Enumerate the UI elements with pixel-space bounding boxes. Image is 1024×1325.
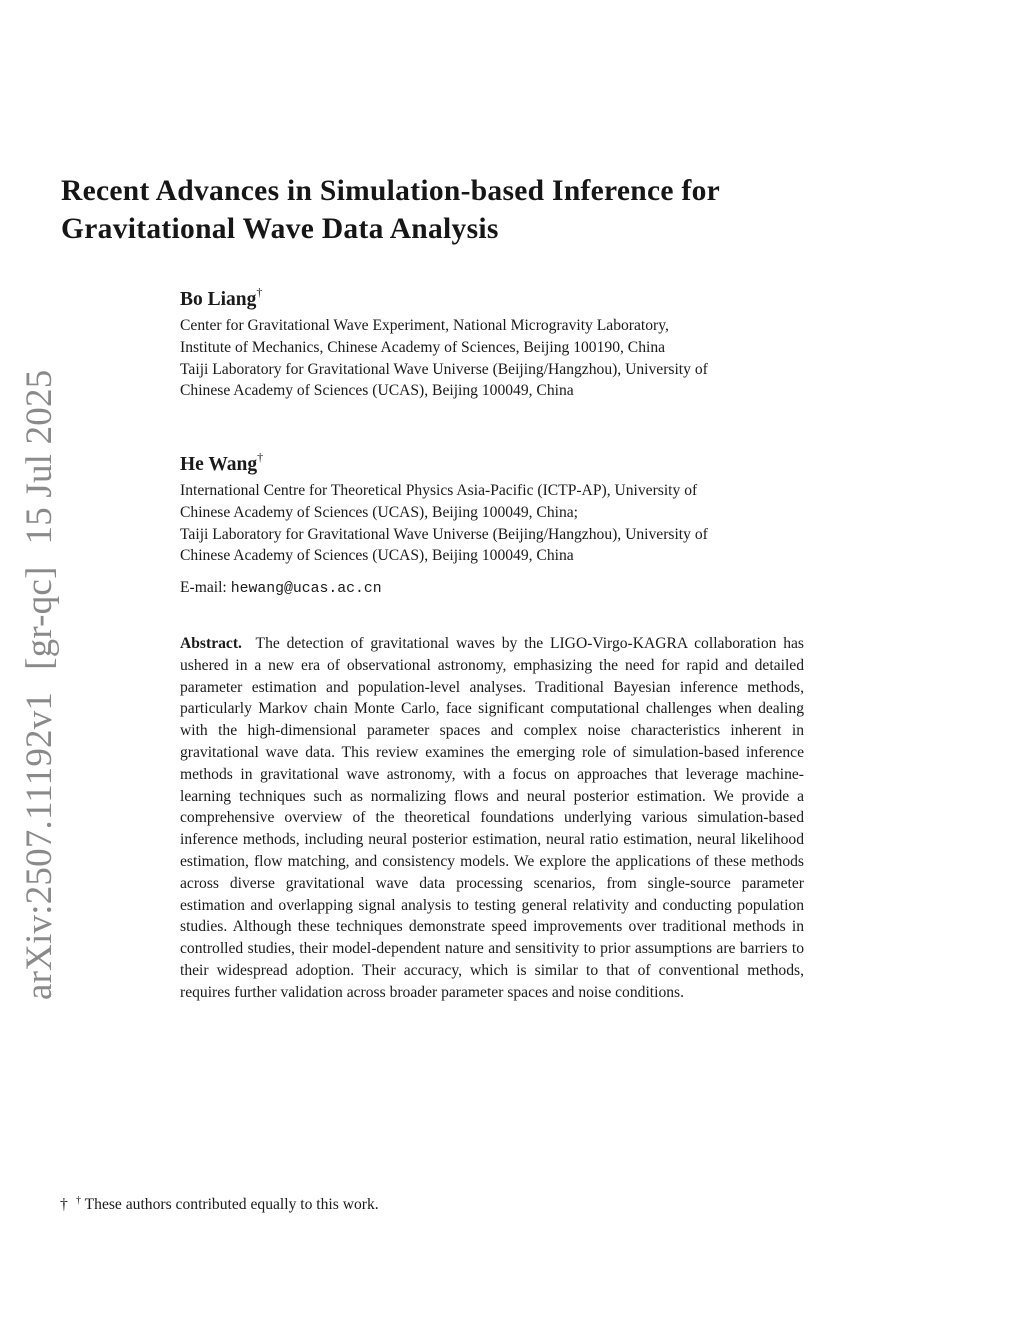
affiliation-line: Chinese Academy of Sciences (UCAS), Beijing 100049, China; xyxy=(180,503,579,521)
author-affiliation-1 xyxy=(180,315,820,402)
email-label: E-mail: xyxy=(180,579,227,597)
paper-title xyxy=(61,172,921,248)
affiliation-line: Taiji Laboratory for Gravitational Wave Universe (Beijing/Hangzhou), University of xyxy=(180,360,708,378)
author-affiliation-2 xyxy=(180,480,820,567)
abstract-text: The detection of gravitational waves by the LIGO-Virgo-KAGRA collaboration has ushered in a new era of observational astronomy, emphasizing the need for rapid and detailed parameter estimation and population-level analyses. Traditional Bayesian inference methods, particularly Markov chain Monte Carlo, face significant computational challenges when dealing with the high-dimensional parameter spaces and complex noise characteristics inherent in gravitational wave data. This review examines the emerging role of simulation-based inference methods in gravitational wave astronomy, with a focus on approaches that leverage machine-learning techniques such as normalizing flows and neural posterior estimation. We provide a comprehensive overview of the theoretical foundations underlying various simulation-based inference methods, including neural posterior estimation, neural ratio estimation, neural likelihood estimation, flow matching, and consistency models. We explore the applications of these methods across diverse gravitational wave data processing scenarios, from single-source parameter estimation and overlapping signal analysis to testing general relativity and conducting population studies. Although these techniques demonstrate speed improvements over traditional methods in controlled studies, their model-dependent nature and sensitivity to prior assumptions are barriers to their widespread adoption. Their accuracy, which is similar to that of conventional methods, requires further validation across broader parameter spaces and noise conditions. xyxy=(180,635,804,1001)
author-mark-1: † xyxy=(256,285,263,299)
contact-email-line xyxy=(180,578,820,599)
arxiv-id: arXiv:2507.11192v1 xyxy=(19,691,60,1000)
affiliation-line: Taiji Laboratory for Gravitational Wave Universe (Beijing/Hangzhou), University of xyxy=(180,525,708,543)
affiliation-line: Institute of Mechanics, Chinese Academy of Sciences, Beijing 100190, China xyxy=(180,338,666,356)
affiliation-line: Chinese Academy of Sciences (UCAS), Beijing 100049, China xyxy=(180,382,574,400)
arxiv-category: [gr-qc] xyxy=(19,566,60,670)
author-name-1: Bo Liang† xyxy=(180,285,263,310)
title-line-2: Gravitational Wave Data Analysis xyxy=(61,213,499,245)
footnote-text: These authors contributed equally to this work. xyxy=(84,1196,379,1213)
author-mark-2: † xyxy=(257,450,264,464)
footnote-marker: † xyxy=(60,1196,68,1213)
author-block-2 xyxy=(180,445,820,599)
arxiv-stamp xyxy=(18,0,61,1000)
author-name-2: He Wang† xyxy=(180,450,264,475)
footnote-inner-mark: † xyxy=(76,1195,81,1206)
abstract xyxy=(180,633,804,1004)
author-block-1 xyxy=(180,280,820,402)
title-line-1: Recent Advances in Simulation-based Inference for xyxy=(61,175,721,207)
affiliation-line: Chinese Academy of Sciences (UCAS), Beijing 100049, China xyxy=(180,547,574,565)
arxiv-date: 15 Jul 2025 xyxy=(19,369,60,545)
affiliation-line: International Centre for Theoretical Physics Asia-Pacific (ICTP-AP), University of xyxy=(180,482,698,499)
affiliation-line: Center for Gravitational Wave Experiment, National Microgravity Laboratory, xyxy=(180,317,669,334)
abstract-label: Abstract. xyxy=(180,635,242,652)
footnote xyxy=(60,1191,379,1215)
email-link[interactable]: hewang@ucas.ac.cn xyxy=(230,581,382,598)
